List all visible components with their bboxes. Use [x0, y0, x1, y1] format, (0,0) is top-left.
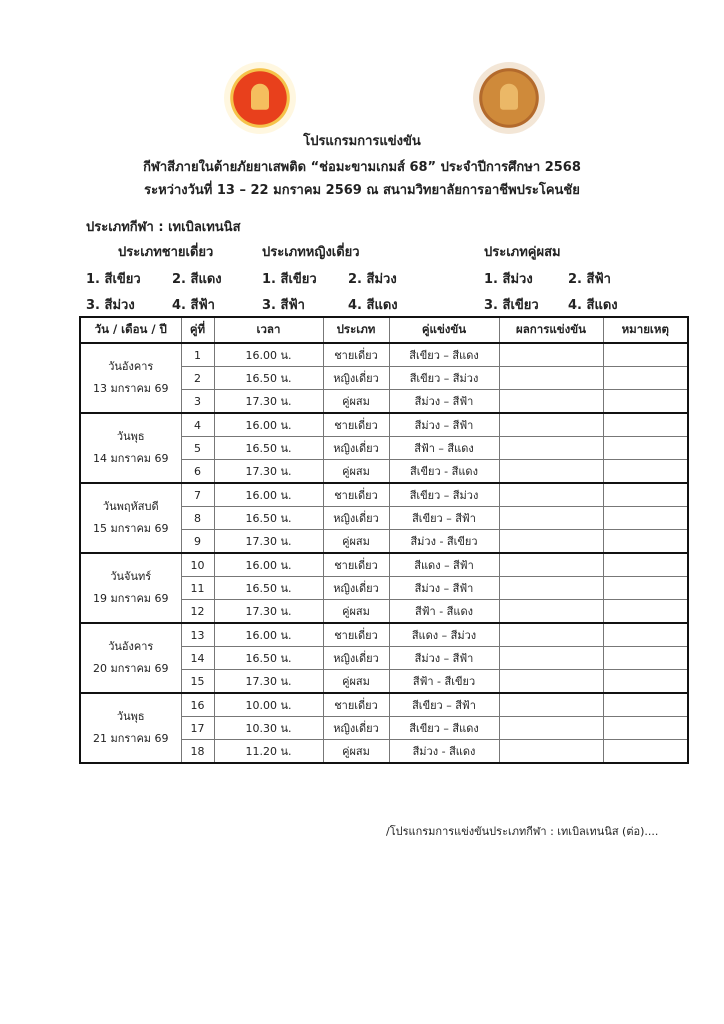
date-cell: [80, 623, 181, 693]
cell-result: [499, 740, 603, 764]
column-header-note: หมายเหตุ: [603, 317, 688, 343]
cell-no: 4: [181, 413, 214, 437]
column-header-pair: คู่แข่งขัน: [389, 317, 499, 343]
cell-result: [499, 460, 603, 484]
cell-no: 18: [181, 740, 214, 764]
cell-no: 3: [181, 390, 214, 414]
cell-result: [499, 717, 603, 740]
cell-type: คู่ผสม: [323, 600, 389, 624]
cell-time: 16.00 น.: [214, 623, 323, 647]
cell-type: คู่ผสม: [323, 460, 389, 484]
cell-no: 1: [181, 343, 214, 367]
cell-note: [603, 717, 688, 740]
cell-note: [603, 460, 688, 484]
cell-no: 9: [181, 530, 214, 554]
cell-type: คู่ผสม: [323, 390, 389, 414]
cell-no: 11: [181, 577, 214, 600]
cell-time: 10.30 น.: [214, 717, 323, 740]
cell-no: 17: [181, 717, 214, 740]
cell-note: [603, 390, 688, 414]
cell-note: [603, 343, 688, 367]
cell-result: [499, 507, 603, 530]
date-text: 13 มกราคม 69: [92, 382, 169, 395]
cell-time: 11.20 น.: [214, 740, 323, 764]
table-row: [80, 693, 688, 717]
table-row: [80, 343, 688, 367]
emblem-icon: [500, 84, 518, 110]
sport-label: ประเภทกีฬา : เทเบิลเทนนิส: [86, 220, 241, 235]
cell-no: 15: [181, 670, 214, 694]
date-text: 19 มกราคม 69: [92, 592, 169, 605]
cell-type: ชายเดี่ยว: [323, 693, 389, 717]
cell-type: ชายเดี่ยว: [323, 623, 389, 647]
cell-type: ชายเดี่ยว: [323, 343, 389, 367]
cell-note: [603, 600, 688, 624]
cell-time: 16.50 น.: [214, 647, 323, 670]
cell-no: 2: [181, 367, 214, 390]
cell-note: [603, 577, 688, 600]
document-title: โปรแกรมการแข่งขัน: [303, 134, 421, 149]
date-text: 21 มกราคม 69: [92, 732, 169, 745]
cell-type: หญิงเดี่ยว: [323, 437, 389, 460]
cell-result: [499, 367, 603, 390]
cell-type: ชายเดี่ยว: [323, 553, 389, 577]
cell-note: [603, 693, 688, 717]
cell-pair: สีม่วง - สีแดง: [389, 740, 499, 764]
cell-type: หญิงเดี่ยว: [323, 717, 389, 740]
cell-time: 16.50 น.: [214, 437, 323, 460]
cell-pair: สีฟ้า - สีเขียว: [389, 670, 499, 694]
cell-time: 16.50 น.: [214, 367, 323, 390]
cell-result: [499, 647, 603, 670]
day-name: วันพุธ: [116, 710, 145, 723]
cell-pair: สีม่วง – สีฟ้า: [389, 413, 499, 437]
continuation-note: /โปรแกรมการแข่งขันประเภทกีฬา : เทเบิลเทนนิส (ต่อ)....: [386, 825, 659, 838]
cell-pair: สีแดง – สีม่วง: [389, 623, 499, 647]
team-item: 2. สีม่วง: [348, 272, 397, 287]
category-women-singles-title: ประเภทหญิงเดี่ยว: [262, 245, 360, 260]
cell-note: [603, 507, 688, 530]
cell-no: 13: [181, 623, 214, 647]
date-cell: [80, 343, 181, 413]
cell-result: [499, 553, 603, 577]
table-row: [80, 413, 688, 437]
date-text: 14 มกราคม 69: [92, 452, 169, 465]
cell-type: คู่ผสม: [323, 670, 389, 694]
cell-no: 6: [181, 460, 214, 484]
cell-pair: สีม่วง – สีฟ้า: [389, 647, 499, 670]
vocational-student-org-logo: [224, 62, 296, 134]
column-header-type: ประเภท: [323, 317, 389, 343]
category-men-singles-title: ประเภทชายเดี่ยว: [118, 245, 214, 260]
emblem-icon: [251, 84, 269, 110]
cell-no: 7: [181, 483, 214, 507]
day-name: วันอังคาร: [108, 640, 154, 653]
cell-no: 8: [181, 507, 214, 530]
cell-pair: สีเขียว – สีฟ้า: [389, 507, 499, 530]
cell-time: 17.30 น.: [214, 600, 323, 624]
cell-result: [499, 343, 603, 367]
column-header-match-no: คู่ที่: [181, 317, 214, 343]
cell-time: 17.30 น.: [214, 530, 323, 554]
cell-pair: สีเขียว - สีแดง: [389, 460, 499, 484]
team-item: 2. สีแดง: [172, 272, 222, 287]
team-item: 1. สีเขียว: [86, 272, 141, 287]
cell-note: [603, 437, 688, 460]
cell-result: [499, 437, 603, 460]
cell-type: หญิงเดี่ยว: [323, 647, 389, 670]
cell-time: 16.00 น.: [214, 553, 323, 577]
schedule-body: [80, 343, 688, 763]
date-cell: [80, 553, 181, 623]
team-item: 3. สีเขียว: [484, 298, 539, 313]
cell-pair: สีเขียว – สีฟ้า: [389, 693, 499, 717]
cell-result: [499, 483, 603, 507]
team-item: 4. สีฟ้า: [172, 298, 215, 313]
cell-note: [603, 623, 688, 647]
cell-result: [499, 413, 603, 437]
cell-pair: สีเขียว – สีแดง: [389, 343, 499, 367]
team-item: 4. สีแดง: [568, 298, 618, 313]
team-item: 2. สีฟ้า: [568, 272, 611, 287]
category-mixed-doubles-title: ประเภทคู่ผสม: [484, 245, 561, 260]
table-row: [80, 483, 688, 507]
cell-note: [603, 483, 688, 507]
cell-pair: สีฟ้า - สีแดง: [389, 600, 499, 624]
cell-no: 12: [181, 600, 214, 624]
team-item: 3. สีฟ้า: [262, 298, 305, 313]
cell-time: 17.30 น.: [214, 670, 323, 694]
cell-note: [603, 670, 688, 694]
cell-type: ชายเดี่ยว: [323, 483, 389, 507]
event-dates-venue: ระหว่างวันที่ 13 – 22 มกราคม 2569 ณ สนามวิทยาลัยการอาชีพประโคนชัย: [144, 183, 580, 198]
cell-result: [499, 623, 603, 647]
cell-no: 14: [181, 647, 214, 670]
cell-pair: สีแดง – สีฟ้า: [389, 553, 499, 577]
cell-note: [603, 647, 688, 670]
table-row: [80, 553, 688, 577]
cell-pair: สีม่วง - สีเขียว: [389, 530, 499, 554]
team-item: 3. สีม่วง: [86, 298, 135, 313]
cell-time: 16.50 น.: [214, 577, 323, 600]
team-item: 1. สีเขียว: [262, 272, 317, 287]
day-name: วันอังคาร: [108, 360, 154, 373]
cell-no: 16: [181, 693, 214, 717]
table-header-row: [80, 317, 688, 343]
cell-type: ชายเดี่ยว: [323, 413, 389, 437]
cell-pair: สีฟ้า – สีแดง: [389, 437, 499, 460]
cell-result: [499, 530, 603, 554]
day-name: วันพฤหัสบดี: [102, 500, 159, 513]
cell-pair: สีเขียว – สีม่วง: [389, 483, 499, 507]
date-cell: [80, 483, 181, 553]
event-name: กีฬาสีภายในต้ายภัยยาเสพติด “ช่อมะขามเกมส์ 68” ประจำปีการศึกษา 2568: [143, 160, 581, 175]
cell-pair: สีเขียว – สีแดง: [389, 717, 499, 740]
column-header-date: วัน / เดือน / ปี: [80, 317, 181, 343]
cell-no: 10: [181, 553, 214, 577]
cell-note: [603, 367, 688, 390]
cell-type: หญิงเดี่ยว: [323, 507, 389, 530]
cell-pair: สีเขียว – สีม่วง: [389, 367, 499, 390]
cell-note: [603, 553, 688, 577]
cell-result: [499, 693, 603, 717]
day-name: วันจันทร์: [110, 570, 152, 583]
day-name: วันพุธ: [116, 430, 145, 443]
cell-time: 16.50 น.: [214, 507, 323, 530]
cell-time: 16.00 น.: [214, 483, 323, 507]
cell-note: [603, 530, 688, 554]
cell-result: [499, 577, 603, 600]
cell-time: 17.30 น.: [214, 390, 323, 414]
vocational-education-logo: [473, 62, 545, 134]
team-item: 1. สีม่วง: [484, 272, 533, 287]
table-row: [80, 623, 688, 647]
cell-time: 16.00 น.: [214, 343, 323, 367]
date-cell: [80, 413, 181, 483]
schedule-table: [79, 316, 689, 764]
cell-pair: สีม่วง – สีฟ้า: [389, 390, 499, 414]
column-header-time: เวลา: [214, 317, 323, 343]
cell-type: คู่ผสม: [323, 530, 389, 554]
cell-no: 5: [181, 437, 214, 460]
date-text: 15 มกราคม 69: [92, 522, 169, 535]
cell-note: [603, 740, 688, 764]
cell-pair: สีม่วง – สีฟ้า: [389, 577, 499, 600]
column-header-result: ผลการแข่งขัน: [499, 317, 603, 343]
cell-time: 17.30 น.: [214, 460, 323, 484]
cell-note: [603, 413, 688, 437]
date-cell: [80, 693, 181, 763]
cell-type: คู่ผสม: [323, 740, 389, 764]
cell-time: 10.00 น.: [214, 693, 323, 717]
cell-result: [499, 670, 603, 694]
cell-type: หญิงเดี่ยว: [323, 577, 389, 600]
team-item: 4. สีแดง: [348, 298, 398, 313]
date-text: 20 มกราคม 69: [92, 662, 169, 675]
cell-result: [499, 600, 603, 624]
cell-result: [499, 390, 603, 414]
cell-time: 16.00 น.: [214, 413, 323, 437]
cell-type: หญิงเดี่ยว: [323, 367, 389, 390]
